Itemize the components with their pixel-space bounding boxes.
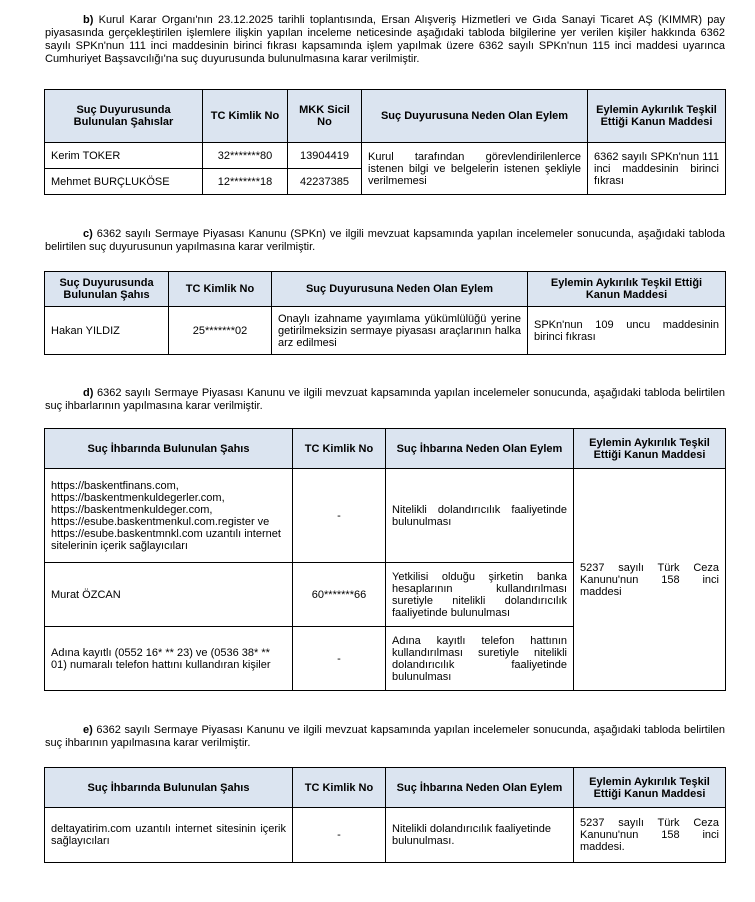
table-header: Suç Duyurusunda Bulunulan Şahıs: [45, 272, 169, 307]
table-header: Suç İhbarına Neden Olan Eylem: [386, 768, 574, 808]
table-header: Suç Duyurusuna Neden Olan Eylem: [272, 272, 528, 307]
person-name: Kerim TOKER: [45, 143, 203, 169]
section-e-table: [44, 767, 726, 863]
eylem-cell: Nitelikli dolandırıcılık faaliyetinde bulunulması.: [386, 808, 574, 863]
section-b-text: Kurul Karar Organı'nın 23.12.2025 tarihli toplantısında, Ersan Alışveriş Hizmetleri ve Gıda Sanayi Ticaret AŞ (KIMMR) pay piyasasında gerçekleştirilen işlemlere ilişkin yapılan inceleme neticesinde aşağıdaki tabloda bilgilerine yer verilen kişiler hakkında 6362 sayılı SPKn'nun 111 inci maddesinin birinci fıkrası kapsamında işlem yapılmak üzere 6362 sayılı SPKn'nun 115 inci maddesi uyarınca Cumhuriyet Başsavcılığı'na suç duyurusunda bulunulmasına karar verilmiştir.: [45, 14, 726, 65]
section-e-label: e): [83, 724, 93, 736]
tc-number: -: [293, 627, 386, 691]
section-c-text: 6362 sayılı Sermaye Piyasası Kanunu (SPKn) ve ilgili mevzuat kapsamında yapılan incelemeler sonucunda, aşağıdaki tabloda belirtilen suç duyurusunun yapılmasına karar verilmiştir.: [45, 228, 726, 253]
kanun-cell: 5237 sayılı Türk Ceza Kanunu'nun 158 inci maddesi: [574, 469, 726, 691]
tc-number: -: [293, 469, 386, 563]
eylem-cell: Nitelikli dolandırıcılık faaliyetinde bulunulması: [386, 469, 574, 563]
section-c-paragraph: [45, 228, 725, 254]
tc-number: 25*******02: [169, 307, 272, 355]
person-name: Hakan YILDIZ: [45, 307, 169, 355]
eylem-cell: Yetkilisi olduğu şirketin banka hesaplarının kullandırılması suretiyle nitelikli dolandırıcılık faaliyetinde bulunulması: [386, 563, 574, 627]
table-header: Suç Duyurusunda Bulunulan Şahıslar: [45, 90, 203, 143]
table-header: Suç İhbarına Neden Olan Eylem: [386, 429, 574, 469]
table-header: Eylemin Aykırılık Teşkil Ettiği Kanun Maddesi: [574, 768, 726, 808]
table-header: Suç İhbarında Bulunulan Şahıs: [45, 429, 293, 469]
table-header: Suç İhbarında Bulunulan Şahıs: [45, 768, 293, 808]
table-header: TC Kimlik No: [293, 429, 386, 469]
eylem-cell: Kurul tarafından görevlendirilenlerce istenen bilgi ve belgelerin istenen şekliyle verilmemesi: [362, 143, 588, 195]
table-row: [45, 469, 726, 563]
table-row: [45, 143, 726, 169]
section-d-text: 6362 sayılı Sermaye Piyasası Kanunu ve ilgili mevzuat kapsamında yapılan incelemeler sonucunda, aşağıdaki tabloda belirtilen suç ihbarlarının yapılmasına karar verilmiştir.: [45, 387, 725, 412]
table-header: TC Kimlik No: [293, 768, 386, 808]
person-name: Adına kayıtlı (0552 16* ** 23) ve (0536 38* ** 01) numaralı telefon hattını kullandıran kişiler: [45, 627, 293, 691]
mkk-number: 13904419: [288, 143, 362, 169]
section-b-paragraph: [45, 14, 725, 66]
tc-number: 60*******66: [293, 563, 386, 627]
tc-number: -: [293, 808, 386, 863]
table-header: Eylemin Aykırılık Teşkil Ettiği Kanun Maddesi: [528, 272, 726, 307]
tc-number: 32*******80: [203, 143, 288, 169]
person-name: Mehmet BURÇLUKÖSE: [45, 169, 203, 195]
kanun-cell: 6362 sayılı SPKn'nun 111 inci maddesinin birinci fıkrası: [588, 143, 726, 195]
eylem-cell: Adına kayıtlı telefon hattının kullandırılması suretiyle nitelikli dolandırıcılık faaliyetinde bulunulması: [386, 627, 574, 691]
table-row: [45, 808, 726, 863]
kanun-cell: SPKn'nun 109 uncu maddesinin birinci fıkrası: [528, 307, 726, 355]
section-d-paragraph: [45, 387, 725, 413]
table-header: Eylemin Aykırılık Teşkil Ettiği Kanun Maddesi: [574, 429, 726, 469]
section-c-label: c): [83, 228, 93, 240]
table-row: [45, 307, 726, 355]
person-name: deltayatirim.com uzantılı internet sitesinin içerik sağlayıcıları: [45, 808, 293, 863]
section-b-label: b): [83, 14, 94, 26]
table-header: Eylemin Aykırılık Teşkil Ettiği Kanun Maddesi: [588, 90, 726, 143]
section-e-text: 6362 sayılı Sermaye Piyasası Kanunu ve ilgili mevzuat kapsamında yapılan incelemeler sonucunda, aşağıdaki tabloda belirtilen suç ihbarının yapılmasına karar verilmiştir.: [45, 724, 725, 749]
section-e-paragraph: [45, 724, 725, 750]
table-header: MKK Sicil No: [288, 90, 362, 143]
section-d-table: [44, 428, 726, 691]
section-c-table: [44, 271, 726, 355]
table-header: Suç Duyurusuna Neden Olan Eylem: [362, 90, 588, 143]
table-header: TC Kimlik No: [203, 90, 288, 143]
eylem-cell: Onaylı izahname yayımlama yükümlülüğü yerine getirilmeksizin sermaye piyasası araçlarının halka arz edilmesi: [272, 307, 528, 355]
tc-number: 12*******18: [203, 169, 288, 195]
kanun-cell: 5237 sayılı Türk Ceza Kanunu'nun 158 inci maddesi.: [574, 808, 726, 863]
person-name: Murat ÖZCAN: [45, 563, 293, 627]
person-name: https://baskentfinans.com, https://baskentmenkuldegerler.com, https://baskentmenkuldeger.com, https://esube.baskentmenkul.com.register ve https://esube.baskentmnkl.com uzantılı internet sitelerinin içerik sağlayıcıları: [45, 469, 293, 563]
section-b-table: [44, 89, 726, 195]
section-d-label: d): [83, 387, 94, 399]
mkk-number: 42237385: [288, 169, 362, 195]
table-header: TC Kimlik No: [169, 272, 272, 307]
